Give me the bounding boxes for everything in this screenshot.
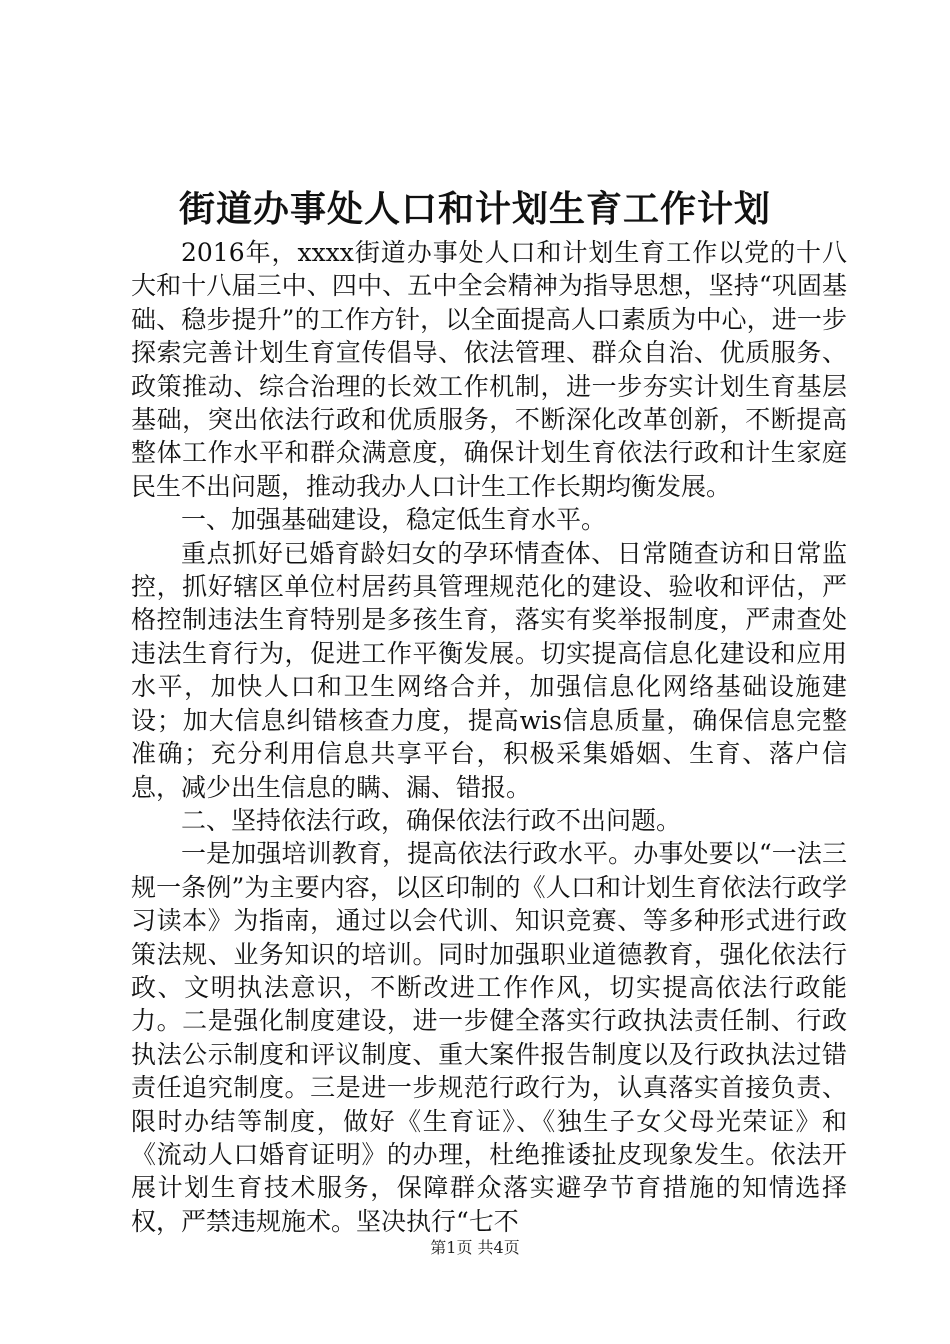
page-title: 街道办事处人口和计划生育工作计划 [178,188,771,230]
paragraph-section-1: 重点抓好已婚育龄妇女的孕环情查体、日常随查访和日常监控，抓好辖区单位村居药具管理规范化的建设、验收和评估，严格控制违法生育特别是多孩生育，落实有奖举报制度，严肃查处违法生育行为，促进工作平衡发展。切实提高信息化建设和应用水平，加快人口和卫生网络合并，加强信息化网络基础设施建设；加大信息纠错核查力度，提高wis信息质量，确保信息完整准确；充分利用信息共享平台，积极采集婚姻、生育、落户信息，减少出生信息的瞒、漏、错报。 [131,538,847,802]
section-heading-1: 一、加强基础建设，稳定低生育水平。 [181,505,607,535]
page-number-label: 第1页 共4页 [430,1238,520,1257]
document-body [131,236,847,1238]
page-footer [0,1238,950,1258]
section-heading-2: 二、坚持依法行政，确保依法行政不出问题。 [181,805,682,835]
paragraph-section-2: 一是加强培训教育，提高依法行政水平。办事处要以“一法三规一条例”为主要内容，以区印制的《人口和计划生育依法行政学习读本》为指南，通过以会代训、知识竞赛、等多种形式进行政策法规、业务知识的培训。同时加强职业道德教育，强化依法行政、文明执法意识，不断改进工作作风，切实提高依法行政能力。二是强化制度建设，进一步健全落实行政执法责任制、行政执法公示制度和评议制度、重大案件报告制度以及行政执法过错责任追究制度。三是进一步规范行政行为，认真落实首接负责、限时办结等制度，做好《生育证》、《独生子女父母光荣证》和《流动人口婚育证明》的办理，杜绝推诿扯皮现象发生。依法开展计划生育技术服务，保障群众落实避孕节育措施的知情选择权，严禁违规施术。坚决执行“七不 [131,839,847,1236]
paragraph-intro: 2016年，xxxx街道办事处人口和计划生育工作以党的十八大和十八届三中、四中、五中全会精神为指导思想，坚持“巩固基础、稳步提升”的工作方针，以全面提高人口素质为中心，进一步探索完善计划生育宣传倡导、依法管理、群众自治、优质服务、政策推动、综合治理的长效工作机制，进一步夯实计划生育基层基础，突出依法行政和优质服务，不断深化改革创新，不断提高整体工作水平和群众满意度，确保计划生育依法行政和计生家庭民生不出问题，推动我办人口计生工作长期均衡发展。 [131,238,847,501]
